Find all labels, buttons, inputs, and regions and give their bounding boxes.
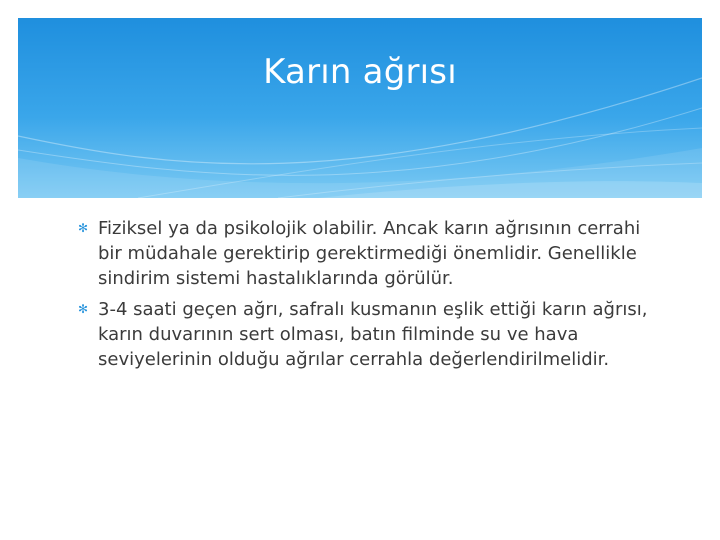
slide-title: Karın ağrısı xyxy=(263,52,457,92)
bullet-text: 3-4 saati geçen ağrı, safralı kusmanın eşlik ettiği karın ağrısı, karın duvarının sert olması, batın filminde su ve hava seviyelerinin olduğu ağrılar cerrahla değerlendirilmelidir. xyxy=(98,299,648,370)
asterisk-bullet-icon: ✻ xyxy=(78,302,89,316)
bullet-item xyxy=(78,216,668,291)
bullet-item xyxy=(78,297,668,372)
banner-wave-decoration xyxy=(18,18,702,198)
title-banner xyxy=(18,18,702,198)
bullet-list xyxy=(78,216,668,378)
asterisk-bullet-icon: ✻ xyxy=(78,221,89,235)
bullet-text: Fiziksel ya da psikolojik olabilir. Ancak karın ağrısının cerrahi bir müdahale gerektirip gerektirmediği önemlidir. Genellikle sindirim sistemi hastalıklarında görülür. xyxy=(98,218,641,289)
